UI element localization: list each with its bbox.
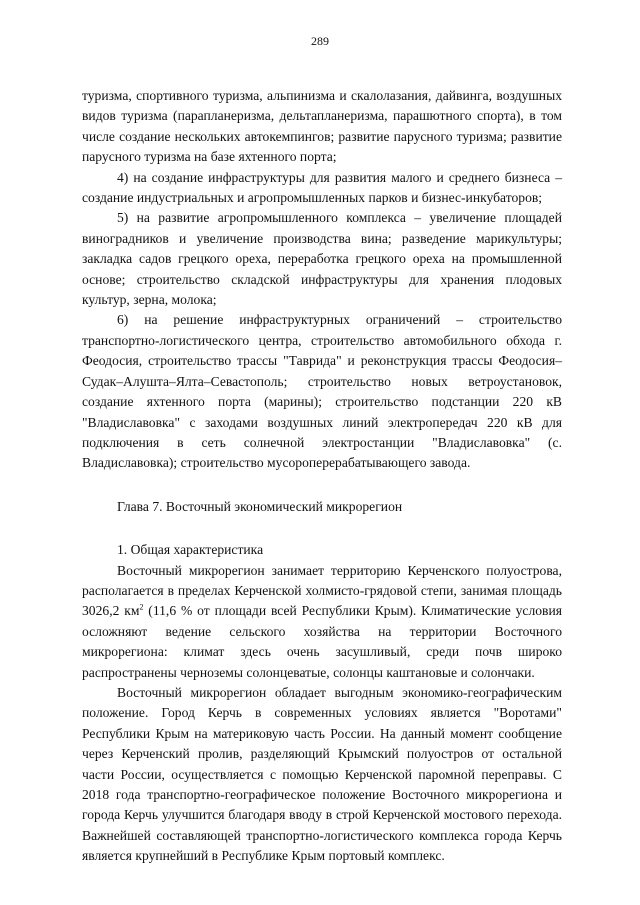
spacer xyxy=(82,517,562,540)
section-title: 1. Общая характеристика xyxy=(117,542,264,558)
paragraph-item-5: 5) на развитие агропромышленного комплекса – увеличение площадей виноградников и увеличение производства вина; разведение марикультуры; закладка садов грецкого ореха, переработка грецкого ореха на промышленной основе; строительство складской инфраструктуры для хранения плодовых культур, зерна, молока; xyxy=(82,210,562,308)
superscript-2: 2 xyxy=(139,602,144,612)
paragraph-tourism-continuation: туризма, спортивного туризма, альпинизма и скалолазания, дайвинга, воздушных видов туризма (парапланеризма, дельтапланеризма, парашютного спорта), в том числе создание нескольких автокемпингов; развитие парусного туризма; развитие парусного туризма на базе яхтенного порта; xyxy=(82,88,562,165)
page-content xyxy=(82,86,562,867)
paragraph-item-4: 4) на создание инфраструктуры для развития малого и среднего бизнеса – создание индустриальных и агропромышленных парков и бизнес-инкубаторов; xyxy=(82,169,562,206)
chapter-title: Глава 7. Восточный экономический микрорегион xyxy=(117,498,403,514)
paragraph-east-1-text-a: Восточный микрорегион занимает территорию Керченского полуострова, располагается в пределах Керченской холмисто-грядовой степи, занимая площадь 3026,2 км xyxy=(82,562,562,619)
spacer xyxy=(82,474,562,497)
paragraph-item-6: 6) на решение инфраструктурных ограничений – строительство транспортно-логистического центра, строительство автомобильного обхода г. Феодосия, строительство трассы "Таврида" и реконструкция трассы Феодосия–Судак–Алушта–Ялта–Севастополь; строительство новых ветроустановок, создание яхтенного порта (марины); строительство подстанции 220 кВ "Владиславовка" с заходами воздушных линий электропередач 220 кВ для подключения в сеть солнечной электростанции "Владиславовка" (с. Владиславовка); строительство мусороперерабатывающего завода. xyxy=(82,312,562,471)
paragraph-east-2: Восточный микрорегион обладает выгодным экономико-географическим положение. Город Керчь в современных условиях является "Воротами" Республики Крым на материковую часть России. На данный момент сообщение через Керченский пролив, разделяющий Крымский полуостров от остальной части России, осуществляется с помощью Керченской паромной переправы. С 2018 года транспортно-географическое положение Восточного микрорегиона и города Керчь улучшится благодаря вводу в строй Керченской мостового перехода. Важнейшей составляющей транспортно-логистического комплекса города Керчь является крупнейший в Республике Крым портовый комплекс. xyxy=(82,684,562,864)
paragraph-east-1-text-b: (11,6 % от площади всей Республики Крым). Климатические условия осложняют ведение сельского хозяйства на территории Восточного микрорегиона: климат здесь очень засушливый, среди почв широко распространены черноземы солонцеватые, солонцы каштановые и солончаки. xyxy=(82,603,562,680)
page-number: 289 xyxy=(311,34,329,48)
paragraph-east-1 xyxy=(82,561,562,683)
